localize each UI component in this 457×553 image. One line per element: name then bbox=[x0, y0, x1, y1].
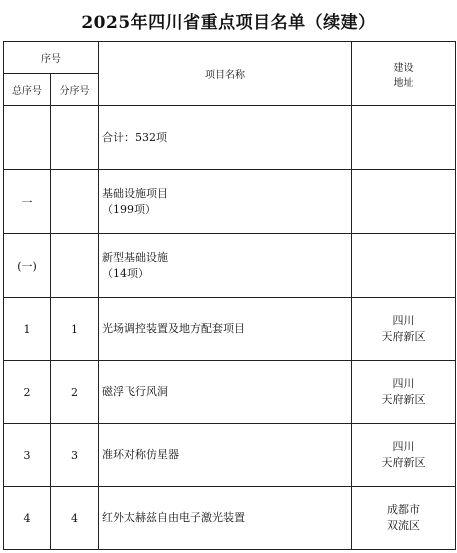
total-seq-cell: 1 bbox=[4, 298, 51, 361]
sub-seq-cell bbox=[51, 170, 99, 234]
total-seq-cell: 3 bbox=[4, 424, 51, 487]
seq-header: 序号 bbox=[4, 42, 99, 74]
table-row bbox=[4, 234, 456, 298]
header-row bbox=[4, 42, 456, 74]
total-seq-cell: 一 bbox=[4, 170, 51, 234]
location-line1: 四川 bbox=[392, 377, 415, 390]
table-row bbox=[4, 170, 456, 234]
total-seq-header: 总序号 bbox=[4, 74, 51, 106]
location-cell bbox=[352, 234, 456, 298]
location-cell bbox=[352, 298, 456, 361]
project-name-line1: 准环对称仿星器 bbox=[102, 448, 179, 461]
project-name-line1: 磁浮飞行风洞 bbox=[102, 385, 168, 398]
sub-seq-cell: 3 bbox=[51, 424, 99, 487]
table-row bbox=[4, 298, 456, 361]
project-name-line2: （14项） bbox=[102, 266, 149, 280]
project-name-line1: 合计：532项 bbox=[102, 130, 167, 144]
project-name-cell bbox=[99, 170, 352, 234]
location-cell bbox=[352, 106, 456, 170]
location-line1: 成都市 bbox=[387, 503, 420, 516]
location-line1: 四川 bbox=[392, 440, 415, 453]
project-name-line1: 新型基础设施 bbox=[102, 250, 168, 264]
sub-seq-header: 分序号 bbox=[51, 74, 99, 106]
project-name-line1: 基础设施项目 bbox=[102, 186, 168, 200]
table-row bbox=[4, 106, 456, 170]
location-cell bbox=[352, 361, 456, 424]
page-title: 2025年四川省重点项目名单（续建） bbox=[81, 13, 376, 33]
sub-seq-cell: 4 bbox=[51, 487, 99, 550]
location-line2: 天府新区 bbox=[381, 456, 426, 469]
project-name-cell bbox=[99, 361, 352, 424]
project-name-cell bbox=[99, 424, 352, 487]
total-seq-cell: 4 bbox=[4, 487, 51, 550]
project-name-cell bbox=[99, 298, 352, 361]
location-line1: 四川 bbox=[392, 314, 415, 327]
sub-seq-cell: 1 bbox=[51, 298, 99, 361]
project-name-line1: 光场调控装置及地方配套项目 bbox=[102, 322, 245, 335]
project-name-header: 项目名称 bbox=[99, 42, 352, 106]
total-seq-cell: 2 bbox=[4, 361, 51, 424]
project-table bbox=[3, 41, 456, 550]
sub-seq-cell bbox=[51, 234, 99, 298]
location-cell bbox=[352, 170, 456, 234]
sub-seq-cell: 2 bbox=[51, 361, 99, 424]
location-header-line1: 建设 bbox=[393, 62, 414, 74]
project-name-line2: （199项） bbox=[102, 202, 156, 216]
table-row bbox=[4, 424, 456, 487]
sub-seq-cell bbox=[51, 106, 99, 170]
location-cell bbox=[352, 487, 456, 550]
project-name-line1: 红外太赫兹自由电子激光装置 bbox=[102, 511, 245, 524]
total-seq-cell: (一) bbox=[4, 234, 51, 298]
project-name-cell bbox=[99, 487, 352, 550]
location-line2: 天府新区 bbox=[381, 330, 426, 343]
location-cell bbox=[352, 424, 456, 487]
table-row bbox=[4, 487, 456, 550]
table-row bbox=[4, 361, 456, 424]
project-name-cell bbox=[99, 106, 352, 170]
location-line2: 双流区 bbox=[387, 519, 420, 532]
project-name-cell bbox=[99, 234, 352, 298]
total-seq-cell bbox=[4, 106, 51, 170]
location-header-line2: 地址 bbox=[393, 77, 414, 89]
location-header bbox=[352, 42, 456, 106]
location-line2: 天府新区 bbox=[381, 393, 426, 406]
